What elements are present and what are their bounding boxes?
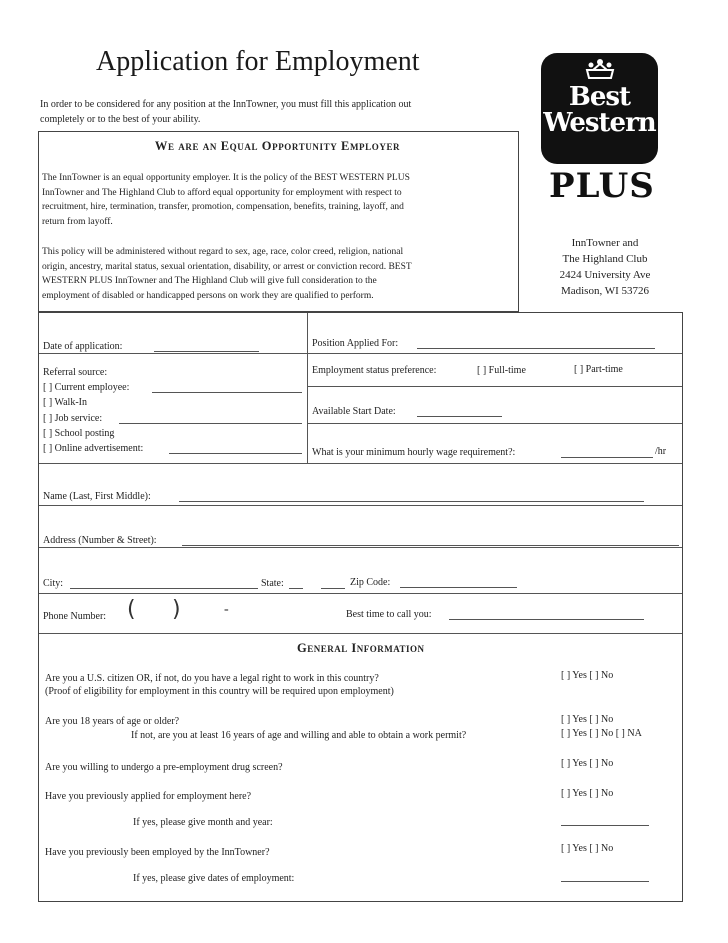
- eoe-line: WESTERN PLUS InnTowner and The Highland Club will give full consideration to the: [42, 276, 377, 286]
- q-age16: If not, are you at least 16 years of age and willing and able to obtain a work permit?: [131, 730, 467, 741]
- divider: [39, 547, 682, 548]
- address-line: 2424 University Ave: [559, 269, 651, 281]
- q-drug-screen-options[interactable]: [ ] Yes [ ] No: [561, 758, 614, 769]
- best-time-label: Best time to call you:: [346, 609, 432, 620]
- logo-text-best: Best: [568, 82, 631, 112]
- divider: [39, 353, 682, 354]
- start-date-field[interactable]: [417, 416, 502, 417]
- eoe-line: return from layoff.: [42, 216, 113, 227]
- address-label: Address (Number & Street):: [43, 535, 157, 546]
- referral-walk-in[interactable]: [ ] Walk-In: [43, 397, 87, 408]
- q-age18-options[interactable]: [ ] Yes [ ] No: [561, 714, 614, 725]
- state-field-2[interactable]: [321, 588, 345, 589]
- wage-field[interactable]: [561, 457, 653, 458]
- referral-label: Referral source:: [43, 367, 108, 378]
- application-form: [38, 312, 683, 902]
- state-field[interactable]: [289, 588, 303, 589]
- eoe-line: employment of disabled or handicapped persons on work they are qualified to perform.: [42, 290, 374, 301]
- wage-label: What is your minimum hourly wage requirement?:: [312, 447, 516, 458]
- logo-plus: PLUS: [549, 166, 655, 206]
- applied-when-field[interactable]: [561, 825, 649, 826]
- employed-dates-field[interactable]: [561, 881, 649, 882]
- fulltime-checkbox[interactable]: [ ] Full-time: [477, 365, 526, 376]
- q-citizen-options[interactable]: [ ] Yes [ ] No: [561, 670, 614, 681]
- name-field[interactable]: [179, 501, 644, 502]
- date-label: Date of application:: [43, 341, 123, 352]
- best-time-field[interactable]: [449, 619, 644, 620]
- eoe-line: InnTowner and The Highland Club to afford equal opportunity for employment with respect to: [42, 187, 402, 198]
- job-service-field[interactable]: [119, 423, 302, 424]
- address-field[interactable]: [182, 545, 679, 546]
- referral-job-service[interactable]: [ ] Job service:: [43, 413, 103, 424]
- referral-current-employee[interactable]: [ ] Current employee:: [43, 382, 130, 393]
- q-citizen-note: (Proof of eligibility for employment in this country will be required upon employment): [45, 686, 394, 697]
- general-info-title: General Information: [297, 641, 425, 655]
- intro-line: In order to be considered for any position at the InnTowner, you must fill this application out: [40, 99, 412, 110]
- q-applied-when: If yes, please give month and year:: [133, 817, 273, 828]
- divider: [39, 633, 682, 634]
- page-title: Application for Employment: [96, 46, 420, 77]
- divider: [39, 593, 682, 594]
- intro-line: completely or to the best of your ability.: [40, 114, 201, 125]
- q-employed-dates: If yes, please give dates of employment:: [133, 873, 295, 884]
- wage-unit: /hr: [655, 446, 667, 457]
- eoe-line: recruitment, hire, termination, transfer, promotion, compensation, benefits, training, layoff, and: [42, 202, 404, 212]
- zip-field[interactable]: [400, 587, 517, 588]
- date-field[interactable]: [154, 351, 259, 352]
- q-citizen: Are you a U.S. citizen OR, if not, do you have a legal right to work in this country?: [45, 673, 379, 684]
- q-age18: Are you 18 years of age or older?: [45, 716, 180, 727]
- column-divider: [307, 313, 308, 463]
- address-line: The Highland Club: [562, 253, 648, 265]
- q-employed-before: Have you previously been employed by the InnTowner?: [45, 847, 270, 858]
- phone-dash: -: [224, 602, 229, 617]
- referral-school-posting[interactable]: [ ] School posting: [43, 428, 115, 439]
- state-label: State:: [261, 578, 284, 589]
- parttime-checkbox[interactable]: [ ] Part-time: [574, 364, 623, 375]
- eoe-line: The InnTowner is an equal opportunity employer. It is the policy of the BEST WESTERN PLUS: [42, 173, 410, 183]
- eoe-line: origin, ancestry, marital status, sexual orientation, disability, or arrest or conviction record. BEST: [42, 261, 412, 272]
- city-label: City:: [43, 578, 64, 589]
- city-field[interactable]: [70, 588, 258, 589]
- position-field[interactable]: [417, 348, 655, 349]
- eoe-paragraph-2: [42, 245, 512, 303]
- crown-icon: [583, 58, 617, 82]
- referral-online-ad[interactable]: [ ] Online advertisement:: [43, 443, 144, 454]
- phone-label: Phone Number:: [43, 611, 107, 622]
- intro-text: [40, 97, 510, 127]
- q-applied-before-options[interactable]: [ ] Yes [ ] No: [561, 788, 614, 799]
- online-ad-field[interactable]: [169, 453, 302, 454]
- address-line: InnTowner and: [571, 237, 639, 249]
- divider: [39, 463, 682, 464]
- start-date-label: Available Start Date:: [312, 406, 396, 417]
- divider: [307, 386, 682, 387]
- eoe-paragraph-1: [42, 171, 512, 229]
- divider: [39, 505, 682, 506]
- q-drug-screen: Are you willing to undergo a pre-employment drug screen?: [45, 762, 283, 773]
- status-label: Employment status preference:: [312, 365, 437, 376]
- hotel-address: [530, 235, 680, 299]
- eoe-title: We are an Equal Opportunity Employer: [154, 139, 401, 153]
- q-age16-options[interactable]: [ ] Yes [ ] No [ ] NA: [561, 728, 642, 739]
- divider: [307, 423, 682, 424]
- phone-open-paren: (: [127, 597, 136, 622]
- q-employed-before-options[interactable]: [ ] Yes [ ] No: [561, 843, 614, 854]
- name-label: Name (Last, First Middle):: [43, 491, 151, 502]
- phone-close-paren: ): [172, 597, 181, 622]
- current-employee-field[interactable]: [152, 392, 302, 393]
- q-applied-before: Have you previously applied for employment here?: [45, 791, 252, 802]
- zip-label: Zip Code:: [350, 577, 391, 588]
- address-line: Madison, WI 53726: [560, 285, 650, 297]
- logo-text-western: Western: [543, 108, 656, 138]
- position-label: Position Applied For:: [312, 338, 399, 349]
- eoe-line: This policy will be administered without regard to sex, age, race, color creed, religion, national: [42, 247, 404, 257]
